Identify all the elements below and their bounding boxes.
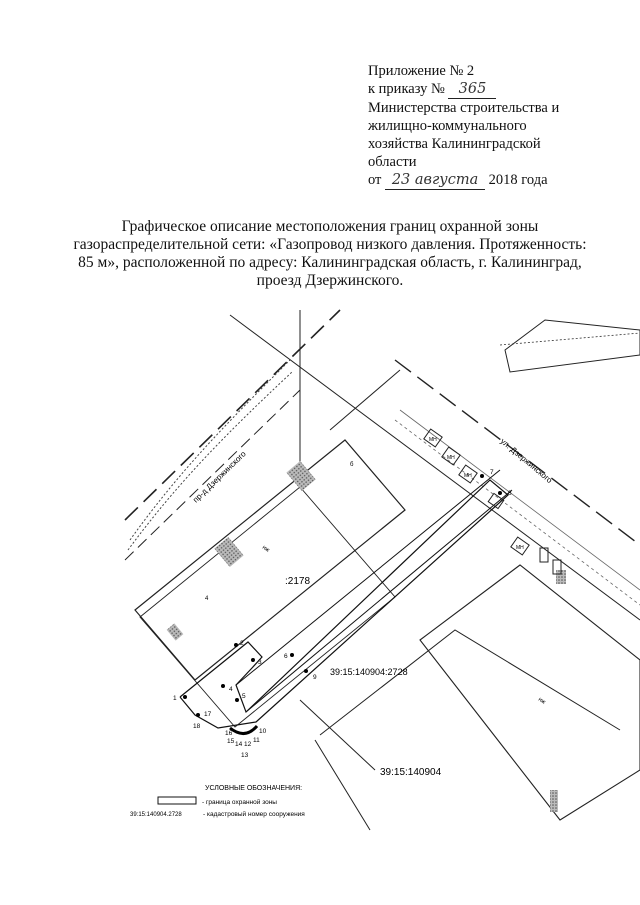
point-5-label: 5 [242,693,246,700]
point-13-label: 13 [241,752,249,759]
hatched-area [550,790,558,812]
road-edge-dashed [125,390,300,560]
point-4-label: 4 [229,686,233,693]
label-b: б [350,462,354,468]
point-2 [234,643,238,647]
hatched-area [286,461,315,491]
order-line: к приказу № 365 [368,80,628,99]
legend-item-cadastral: - кадастровый номер сооружения [203,811,305,818]
hatched-area [167,623,184,640]
point-18-label: 18 [193,723,201,730]
point-11-label: 11 [253,737,260,744]
ministry-line-2: жилищно-коммунального [368,118,527,134]
point-14-label: 14 [235,741,243,748]
point-5 [235,698,239,702]
point-12-label: 12 [244,741,252,748]
parcel-line [300,700,375,770]
ministry-line-1: Министерства строительства и [368,100,560,116]
street-label-right: ул. Дзержинского [498,436,554,486]
ministry-line-4: области [368,154,417,170]
point-6 [290,653,294,657]
label-mh: МН [429,437,437,443]
parcel-line [330,370,400,430]
legend-item-code: 39:15:140904.2728 [130,812,182,818]
point-17-label: 17 [204,711,212,718]
appendix-number: Приложение № 2 [368,63,475,79]
point-7 [480,474,484,478]
point-7-label: 7 [490,469,494,476]
legend-zone-symbol [158,797,196,804]
boundary-points [173,469,512,759]
legend-item-zone: - граница охранной зоны [202,799,277,806]
label-4: 4 [205,596,209,602]
point-2-label: 2 [240,640,244,647]
building-hatch-line [500,333,640,345]
point-6-label: 6 [284,653,288,660]
title-line-3: 85 м», расположенной по адресу: Калининградская область, г. Калининград, [78,254,582,271]
point-8 [498,491,502,495]
legend [130,785,305,818]
structure-outline [320,630,620,735]
road-curb-dotted [128,372,292,550]
label-mh: МН [516,545,524,551]
point-1 [183,695,187,699]
building-label: нж [260,544,271,554]
main-building [135,440,405,680]
point-17 [196,713,200,717]
point-4 [221,684,225,688]
parcel-number-2178: :2178 [285,576,311,587]
parcel-line [315,740,370,830]
point-3 [251,658,255,662]
road-curb-dotted [130,360,290,540]
point-1-label: 1 [173,695,177,702]
building-nzh [420,565,640,820]
building-label: нж [536,696,547,706]
road-dashed-line [125,310,340,520]
pipeline-arc [230,726,257,734]
title-line-2: газораспределительной сети: «Газопровод низкого давления. Протяженность: [73,236,587,253]
cadastral-structure-label: 39:15:140904:2728 [330,667,408,677]
title-line-1: Графическое описание местоположения границ охранной зоны [121,218,539,235]
order-number-handwritten: 365 [448,80,496,99]
parcel-line [230,315,640,620]
street-label-left: пр-д Дзержинского [191,449,248,505]
point-16-label: 16 [225,730,233,737]
ministry-line-3: хозяйства Калининградской [368,136,541,152]
cadastral-block-label: 39:15:140904 [380,767,442,778]
building-top-right [505,320,640,372]
point-9 [304,669,308,673]
label-mh: МН [447,455,455,461]
point-8-label: 8 [508,490,512,497]
point-9-label: 9 [313,674,317,681]
label-mh: МН [464,473,472,479]
date-line: от 23 августа 2018 года [368,172,548,188]
point-3-label: 3 [258,659,262,666]
pipeline-line [236,470,500,685]
date-handwritten: 23 августа [385,171,485,190]
point-15-label: 15 [227,738,235,745]
title-line-4: проезд Дзержинского. [256,272,404,289]
legend-title: УСЛОВНЫЕ ОБОЗНАЧЕНИЯ: [205,785,303,792]
point-10-label: 10 [259,728,267,735]
